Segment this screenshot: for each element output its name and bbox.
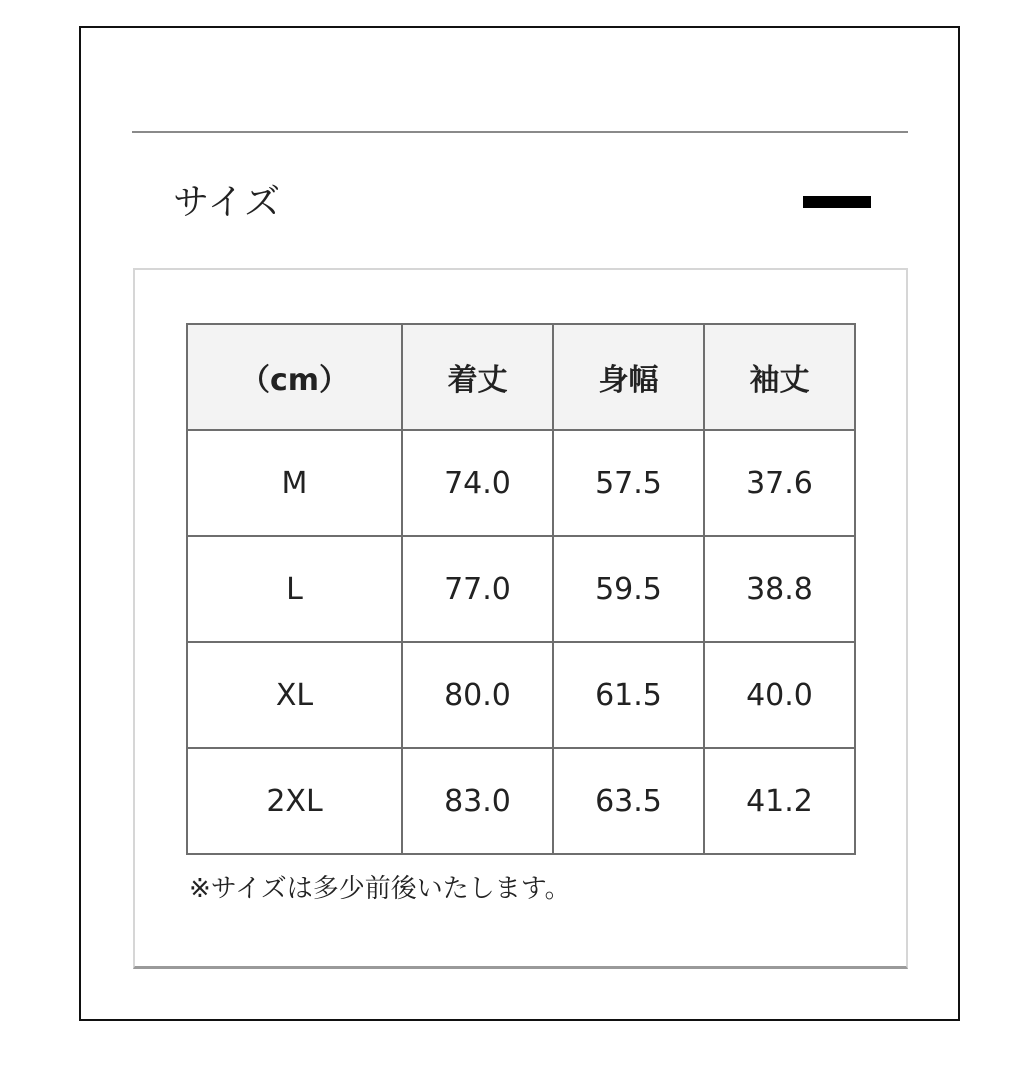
minus-icon xyxy=(803,196,871,208)
collapse-button[interactable] xyxy=(796,184,878,220)
sleeve-value: 37.6 xyxy=(704,430,855,536)
size-label: L xyxy=(187,536,402,642)
length-value: 74.0 xyxy=(402,430,553,536)
width-value: 57.5 xyxy=(553,430,704,536)
section-divider xyxy=(132,131,908,133)
size-label: 2XL xyxy=(187,748,402,854)
section-title: サイズ xyxy=(173,182,282,223)
table-header-row xyxy=(187,324,855,430)
width-value: 61.5 xyxy=(553,642,704,748)
sleeve-value: 41.2 xyxy=(704,748,855,854)
sleeve-value: 40.0 xyxy=(704,642,855,748)
table-row xyxy=(187,536,855,642)
size-table xyxy=(186,323,856,855)
header-length: 着丈 xyxy=(402,324,553,430)
length-value: 77.0 xyxy=(402,536,553,642)
table-row xyxy=(187,748,855,854)
length-value: 83.0 xyxy=(402,748,553,854)
width-value: 63.5 xyxy=(553,748,704,854)
table-row xyxy=(187,430,855,536)
header-width: 身幅 xyxy=(553,324,704,430)
size-label: XL xyxy=(187,642,402,748)
header-unit: （cm） xyxy=(187,324,402,430)
length-value: 80.0 xyxy=(402,642,553,748)
size-note: ※サイズは多少前後いたします。 xyxy=(189,874,571,904)
size-label: M xyxy=(187,430,402,536)
header-sleeve: 袖丈 xyxy=(704,324,855,430)
width-value: 59.5 xyxy=(553,536,704,642)
table-row xyxy=(187,642,855,748)
sleeve-value: 38.8 xyxy=(704,536,855,642)
